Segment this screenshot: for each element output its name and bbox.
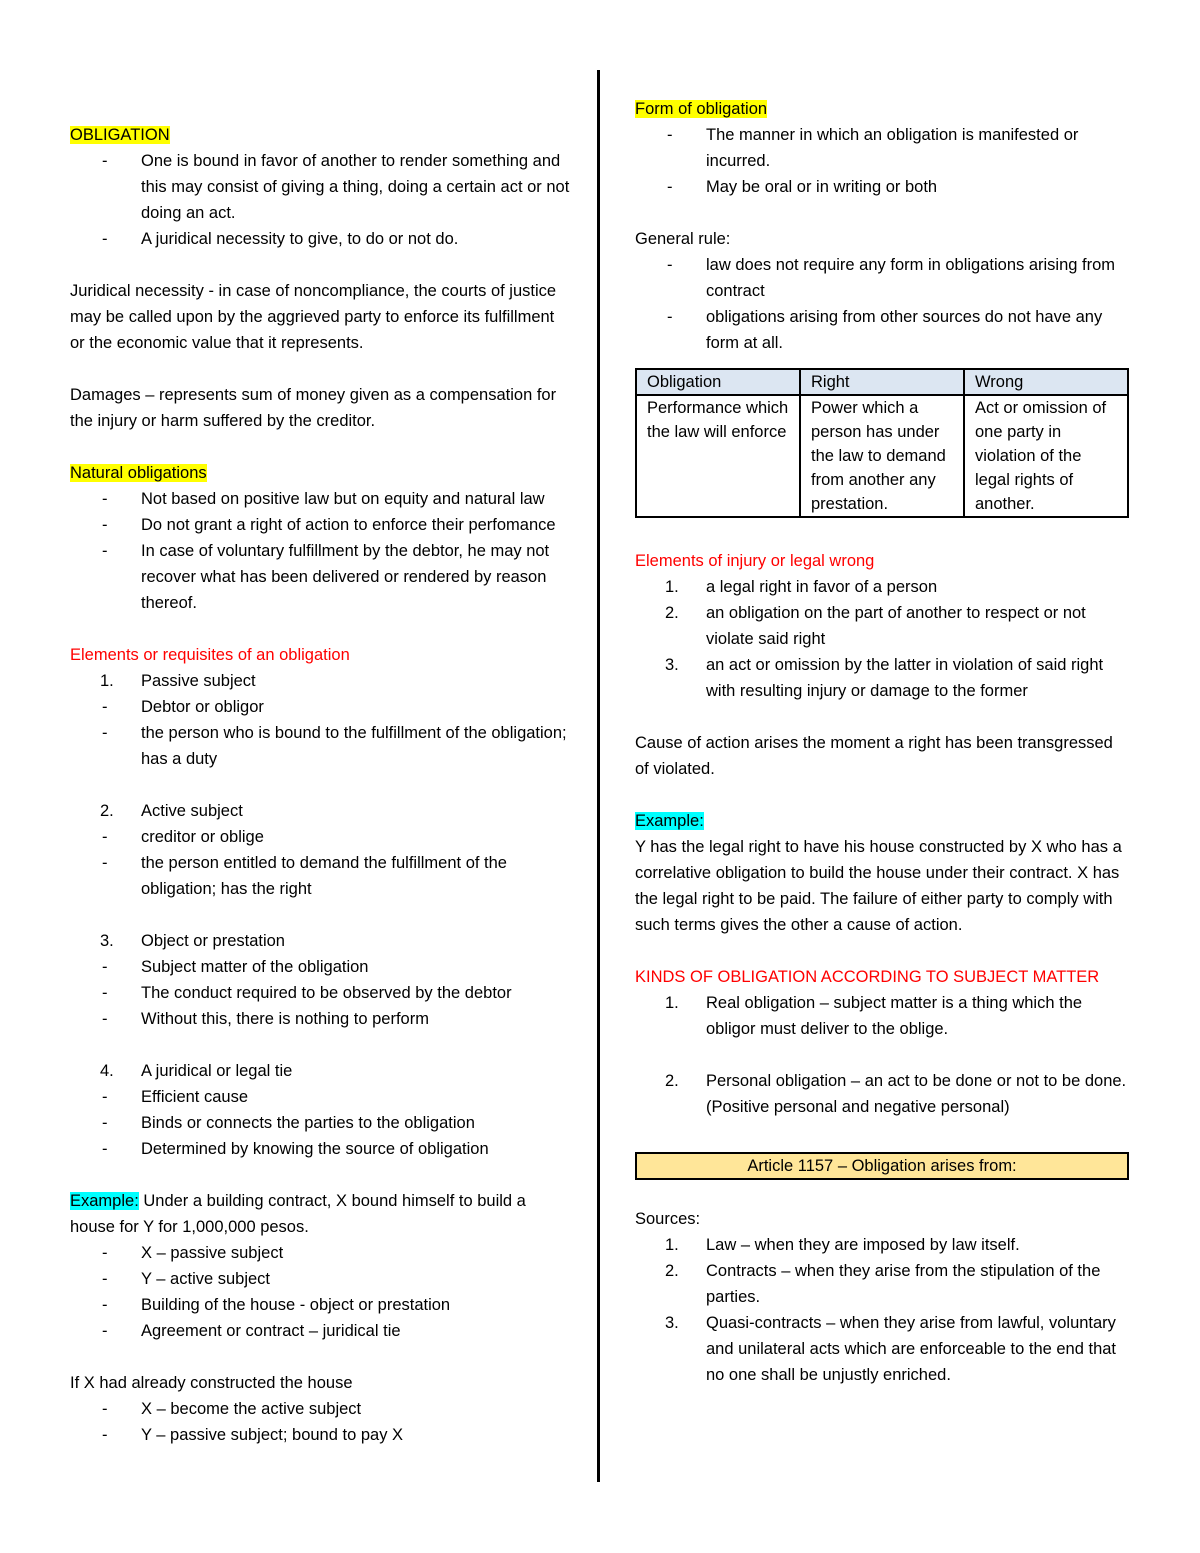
list-item: - Debtor or obligor	[70, 694, 570, 720]
list-item: - the person entitled to demand the fulfillment of the obligation; has the right	[70, 850, 570, 902]
list-item: 3. Quasi-contracts – when they arise from lawful, voluntary and unilateral acts which are enforceable to the end that no one shall be unjustly enriched.	[665, 1314, 1117, 1384]
element-4-details	[70, 1084, 570, 1162]
list-item: - The manner in which an obligation is manifested or incurred.	[635, 122, 1130, 174]
list-item: - The conduct required to be observed by the debtor	[70, 980, 570, 1006]
table-cell: Performance which the law will enforce	[636, 395, 800, 517]
list-item: 2. an obligation on the part of another to respect or not violate said right	[665, 604, 1086, 648]
table-header-row	[636, 369, 1128, 395]
list-item: 2. Personal obligation – an act to be done or not to be done. (Positive personal and negative personal)	[665, 1072, 1127, 1116]
kinds-heading: KINDS OF OBLIGATION ACCORDING TO SUBJECT MATTER	[635, 968, 1100, 986]
list-item: - Efficient cause	[70, 1084, 570, 1110]
table-cell: Power which a person has under the law to demand from another any prestation.	[800, 395, 964, 517]
list-item: - Y – active subject	[70, 1266, 570, 1292]
obligation-list	[70, 148, 570, 252]
element-title: 2. Active subject	[100, 802, 243, 820]
list-item: - X – passive subject	[70, 1240, 570, 1266]
cause-of-action-paragraph: Cause of action arises the moment a right has been transgressed of violated.	[635, 734, 1113, 778]
list-item: - Building of the house - object or prestation	[70, 1292, 570, 1318]
example-list	[70, 1240, 570, 1344]
injury-list	[635, 574, 1130, 704]
element-3	[70, 928, 570, 954]
list-item: - One is bound in favor of another to render something and this may consist of giving a thing, doing a certain act or not doing an act.	[70, 148, 570, 226]
juridical-necessity-paragraph: Juridical necessity - in case of noncompliance, the courts of justice may be called upon by the aggrieved party to enforce its fulfillment or the economic value that it represents.	[70, 282, 557, 352]
element-title: 3. Object or prestation	[100, 932, 285, 950]
damages-paragraph: Damages – represents sum of money given as a compensation for the injury or harm suffered by the creditor.	[70, 386, 557, 430]
right-column	[635, 96, 1130, 1388]
list-item: - Without this, there is nothing to perform	[70, 1006, 570, 1032]
general-rule-list	[635, 252, 1130, 356]
obligation-heading: OBLIGATION	[70, 126, 170, 144]
list-item: - Subject matter of the obligation	[70, 954, 570, 980]
list-item: - obligations arising from other sources do not have any form at all.	[635, 304, 1130, 356]
table-header: Right	[800, 369, 964, 395]
if-list	[70, 1396, 570, 1448]
list-item: 1. Law – when they are imposed by law itself.	[665, 1236, 1020, 1254]
list-item: - Not based on positive law but on equity and natural law	[70, 486, 570, 512]
element-2	[70, 798, 570, 824]
if-paragraph: If X had already constructed the house	[70, 1374, 353, 1392]
left-column	[70, 96, 570, 1448]
sources-list	[635, 1232, 1130, 1388]
element-2-details	[70, 824, 570, 902]
kinds-list-2	[635, 1068, 1130, 1120]
natural-obligations-heading: Natural obligations	[70, 464, 207, 482]
article-1157-box: Article 1157 – Obligation arises from:	[635, 1152, 1129, 1180]
list-item: 2. Contracts – when they arise from the stipulation of the parties.	[665, 1262, 1101, 1306]
table-header: Obligation	[636, 369, 800, 395]
form-heading: Form of obligation	[635, 100, 768, 118]
list-item: - Do not grant a right of action to enforce their perfomance	[70, 512, 570, 538]
list-item: - Agreement or contract – juridical tie	[70, 1318, 570, 1344]
list-item: 1. a legal right in favor of a person	[665, 578, 938, 596]
example-heading: Example:	[635, 812, 704, 830]
elements-heading: Elements or requisites of an obligation	[70, 646, 350, 664]
element-title: 1. Passive subject	[100, 672, 256, 690]
example-paragraph: Y has the legal right to have his house constructed by X who has a correlative obligation to build the house under their contract. X has the legal right to be paid. The failure of either party to comply with such terms gives the other a cause of action.	[635, 838, 1122, 934]
list-item: 3. an act or omission by the latter in violation of said right with resulting injury or damage to the former	[665, 656, 1104, 700]
kinds-list	[635, 990, 1130, 1042]
table-header: Wrong	[964, 369, 1128, 395]
obligation-right-wrong-table	[635, 368, 1129, 518]
list-item: - the person who is bound to the fulfillment of the obligation; has a duty	[70, 720, 570, 772]
list-item: - Y – passive subject; bound to pay X	[70, 1422, 570, 1448]
list-item: - A juridical necessity to give, to do or not do.	[70, 226, 570, 252]
injury-heading: Elements of injury or legal wrong	[635, 552, 875, 570]
list-item: - creditor or oblige	[70, 824, 570, 850]
element-3-details	[70, 954, 570, 1032]
example-label: Example:	[70, 1192, 139, 1210]
natural-obligations-list	[70, 486, 570, 616]
list-item: - X – become the active subject	[70, 1396, 570, 1422]
column-divider	[597, 70, 600, 1482]
list-item: - May be oral or in writing or both	[635, 174, 1130, 200]
table-row	[636, 395, 1128, 517]
list-item: - Determined by knowing the source of obligation	[70, 1136, 570, 1162]
list-item: - In case of voluntary fulfillment by the debtor, he may not recover what has been delivered or rendered by reason thereof.	[70, 538, 570, 616]
list-item: - law does not require any form in obligations arising from contract	[635, 252, 1130, 304]
list-item: - Binds or connects the parties to the obligation	[70, 1110, 570, 1136]
element-4	[70, 1058, 570, 1084]
example-paragraph: Example: Under a building contract, X bound himself to build a house for Y for 1,000,000 pesos.	[70, 1192, 526, 1236]
element-1-details	[70, 694, 570, 772]
list-item: 1. Real obligation – subject matter is a thing which the obligor must deliver to the oblige.	[665, 994, 1083, 1038]
form-list	[635, 122, 1130, 200]
element-title: 4. A juridical or legal tie	[100, 1062, 293, 1080]
element-1	[70, 668, 570, 694]
table-cell: Act or omission of one party in violation of the legal rights of another.	[964, 395, 1128, 517]
general-rule-label: General rule:	[635, 230, 731, 248]
sources-label: Sources:	[635, 1210, 701, 1228]
